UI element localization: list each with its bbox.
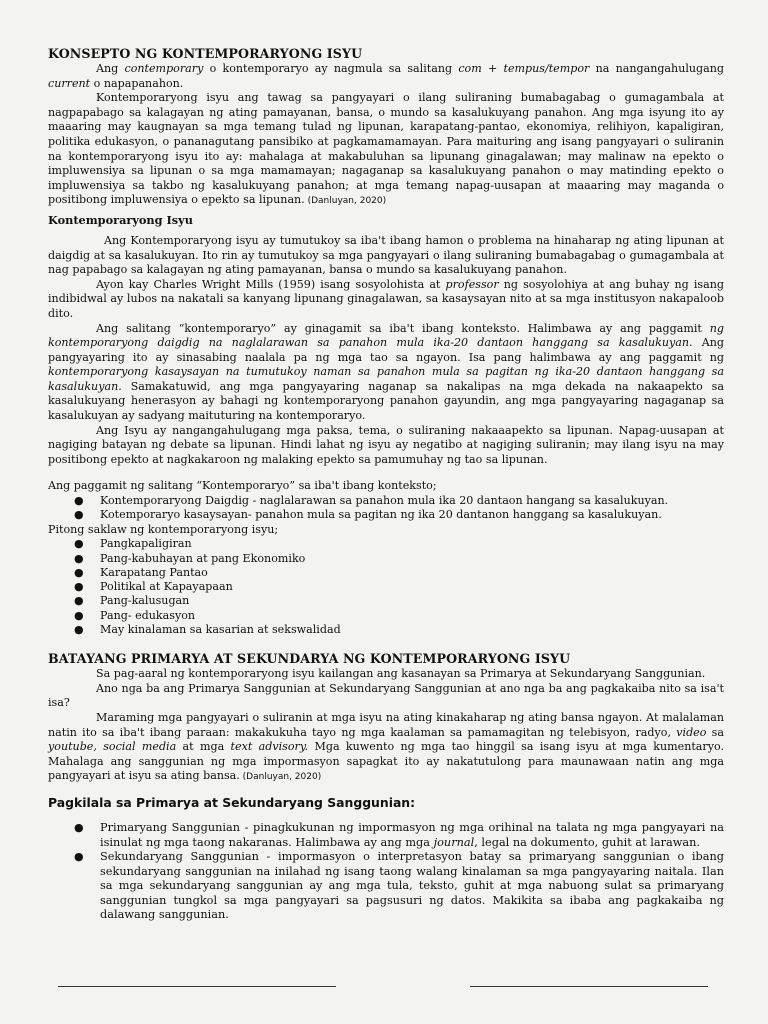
list-item: ● Pang-kabuhayan at pang Ekonomiko <box>74 551 306 565</box>
bullet-icon: ● <box>74 850 84 864</box>
list-item-sekundarya: ● Sekundaryang Sanggunian - impormasyon o interpretasyon batay sa primaryang sanggunian o ibang sekundaryang sanggunian na inilahad ng isang taong walang kinalaman sa mga pangyayaring naitala. Ilan sa mga sekundaryang sanggunian ay ang mga tula, teksto, guhit at mga nabuong sulat sa primaryang sanggunian tungkol sa mga pangyayari sa pagsusuri ng datos. Makikita sa ibaba ang pagkakaiba ng dalawang sanggunian. <box>74 850 724 922</box>
bullet-icon: ● <box>74 508 84 522</box>
paragraph-ano-nga-ba: Ano nga ba ang Primarya Sanggunian at Sekundaryang Sanggunian at ano nga ba ang pagkakaiba nito sa isa't isa? <box>48 681 724 710</box>
konteksto-list <box>48 494 724 523</box>
list-item: ● Kontemporaryong Daigdig - naglalarawan sa panahon mula ika 20 dantaon hangang sa kasalukuyan. <box>74 494 669 508</box>
sanggunian-list <box>48 821 724 923</box>
bullet-icon: ● <box>74 580 84 594</box>
list-item: ● Kotemporaryo kasaysayan- panahon mula sa pagitan ng ika 20 dantanon hanggang sa kasalukuyan. <box>74 508 662 522</box>
paragraph-contemporary-origin: Ang contemporary o kontemporaryo ay nagmula sa salitang com + tempus/tempor na nangangahulugang current o napapanahon. <box>48 62 724 90</box>
bullet-icon: ● <box>74 623 84 636</box>
bullet-icon: ● <box>74 608 84 622</box>
document-page <box>48 46 724 923</box>
saklaw-list <box>48 537 724 637</box>
list-item: ● May kinalaman sa kasarian at sekswalidad <box>74 623 341 636</box>
divider-left <box>58 986 336 987</box>
bullet-icon: ● <box>74 537 84 551</box>
bullet-icon: ● <box>74 565 84 579</box>
paragraph-isyu-meaning: Ang Kontemporaryong isyu ay tumutukoy sa iba't ibang hamon o problema na hinaharap ng ating lipunan at daigdig at sa kasalukuyan. Ito rin ay tumutukoy sa mga pangyayari o ilang suliraning bumabagabag o gumagambala at nag papabago sa kalagayan ng ating pamayanan, bansa o mundo sa kasalukuyang panahon. <box>48 233 724 277</box>
list-item-primarya: ● Primaryang Sanggunian - pinagkukunan ng impormasyon ng mga orihinal na talata ng mga pangyayari na isinulat ng mga taong nakaranas. Halimbawa ay ang mga journal, legal na dokumento, guhit at larawan. <box>74 821 724 849</box>
paragraph-charles-wright-mills: Ayon kay Charles Wright Mills (1959) isang sosyolohista at professor ng sosyolohiya at ang buhay ng isang indibidwal ay lubos na nakatali sa kanyang lipunang ginagalawan, sa kasaysayan nito at sa mga institusyon nakapaloob dito. <box>48 277 724 320</box>
paragraph-maraming-pangyayari: Maraming mga pangyayari o suliranin at mga isyu na ating kinakaharap ng ating bansa ngayon. At malalaman natin ito sa iba't ibang paraan: makakukuha tayo ng mga kaalaman sa pamamagitan ng telebisyon, radyo, video sa youtube, social media at mga text advisory. Mga kuwento ng mga tao hinggil sa isang isyu at mga kumentaryo. Mahalaga ang sanggunian ng mga impormasyon sapagkat ito ay nakatutulong para maunawaan natin ang mga pangyayari at isyu sa ating bansa. (Danluyan, 2020) <box>48 711 724 783</box>
section-title-konsepto: KONSEPTO NG KONTEMPORARYONG ISYU <box>48 46 363 61</box>
list-item: ● Pang-kalusugan <box>74 594 190 608</box>
paragraph-kontemporaryo-context: Ang salitang “kontemporaryo” ay ginagamit sa iba't ibang konteksto. Halimbawa ay ang paggamit ng kontemporaryong daigdig na naglalarawan sa panahon mula ika-20 dantaon hanggang sa kasalukuyan. Ang pangyayaring ito ay sinasabing naalala pa ng mga tao sa ngayon. Isa pang halimbawa ay ang paggamit ng kontemporaryong kasaysayan na tumutukoy naman sa panahon mula sa pagitan ng ika-20 dantaon hanggang sa kasalukuyan. Samakatuwid, ang mga pangyayaring naganap sa nakalipas na mga dekada na nakaapekto sa kasalukuyang henerasyon ay bahagi ng kontemporaryong panahon gayundin, ang mga pangyayaring nagaganap sa kasalukuyan ay sadyang maituturing na kontemporaryo. <box>48 321 724 423</box>
list-item: ● Pang- edukasyon <box>74 608 196 622</box>
subsection-title-kontemporaryong-isyu: Kontemporaryong Isyu <box>48 212 193 227</box>
paragraph-kontemporaryong-isyu-definition: Kontemporaryong isyu ang tawag sa pangyayari o ilang suliraning bumabagabag o gumagambala at nagpapabago sa kalagayan ng ating pamayanan, bansa, o mundo sa kasalukuyang panahon. Ang mga isyung ito ay maaaring may kaugnayan sa mga temang tulad ng lipunan, karapatang-pantao, ekonomiya, relihiyon, kapaligiran, politika edukasyon, o pananagutang pansibiko at pagkamamamayan. Para maituring ang isang pangyayari o suliranin na kontemporaryong isyu ito ay: mahalaga at makabuluhan sa lipunang ginagalawan; may malinaw na epekto o impluwensiya sa lipunan o sa mga mamamayan; nagaganap sa kasalukuyang panahon o may matinding epekto o impluwensiya sa takbo ng kasalukuyang panahon; at mga temang napag-uusapan at maaaring may maganda o positibong impluwensiya o epekto sa lipunan. (Danluyan, 2020) <box>48 91 724 207</box>
bullet-icon: ● <box>74 494 84 508</box>
section-title-pagkilala: Pagkilala sa Primarya at Sekundaryang Sanggunian: <box>48 795 416 811</box>
list-item: ● Karapatang Pantao <box>74 565 208 579</box>
divider-right <box>470 986 708 987</box>
bullet-icon: ● <box>74 551 84 565</box>
paragraph-pitong-saklaw: Pitong saklaw ng kontemporaryong isyu; <box>48 522 279 536</box>
paragraph-isyu-paksa: Ang Isyu ay nangangahulugang mga paksa, tema, o suliraning nakaaapekto sa lipunan. Napag-uusapan at nagiging batayan ng debate sa lipunan. Hindi lahat ng isyu ay negatibo at nagiging suliranin; may ilang isyu na may positibong epekto at nagkakaroon ng malaking epekto sa pamumuhay ng tao sa lipunan. <box>48 423 724 466</box>
bullet-icon: ● <box>74 821 84 835</box>
paragraph-kasanayan: Sa pag-aaral ng kontemporaryong isyu kailangan ang kasanayan sa Primarya at Sekundaryang Sanggunian. <box>96 667 706 681</box>
list-item: ● Pangkapaligiran <box>74 537 192 551</box>
list-item: ● Politikal at Kapayapaan <box>74 580 233 594</box>
paragraph-konteksto-intro: Ang paggamit ng salitang “Kontemporaryo” sa iba't ibang konteksto; <box>48 479 437 493</box>
bullet-icon: ● <box>74 594 84 608</box>
section-title-batayang-primarya: BATAYANG PRIMARYA AT SEKUNDARYA NG KONTEMPORARYONG ISYU <box>48 651 571 667</box>
